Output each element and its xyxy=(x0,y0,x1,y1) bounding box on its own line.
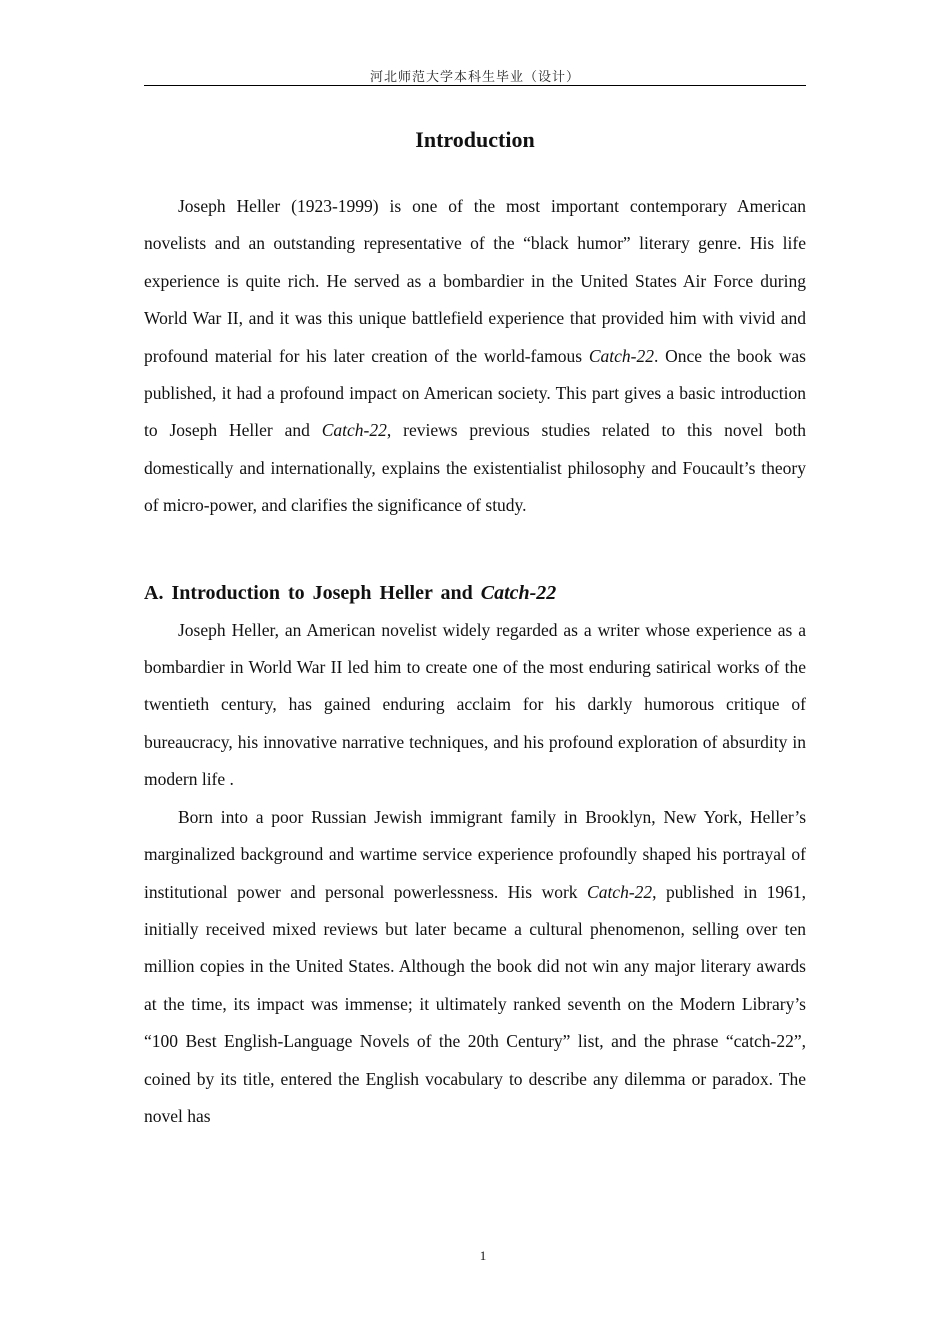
section-a-p2-text-1: Born into a poor Russian Jewish immigrant family in Brooklyn, New York, Heller’s marginalized background and wartime service experience profoundly shaped his portrayal of institutional power and personal powerlessness. His work xyxy=(144,806,806,902)
section-a-p2-text-2: , published in 1961, initially received mixed reviews but later became a cultural phenomenon, selling over ten million copies in the United States. Although the book did not win any major literary awards at the time, its impact was immense; it ultimately ranked seventh on the Modern Library’s “100 Best English-Language Novels of the 20th Century” list, and the phrase “catch-22”, coined by its title, entered the English vocabulary to describe any dilemma or paradox. The novel has xyxy=(144,881,806,1126)
intro-text-2: . Once the book was published, it had a profound impact on American society. This part gives a basic introduction to Joseph Heller and xyxy=(144,345,806,441)
intro-book-title-2: Catch-22 xyxy=(321,420,387,441)
section-a-heading xyxy=(144,575,806,612)
intro-paragraph xyxy=(144,188,806,525)
page-title: Introduction xyxy=(415,127,535,152)
intro-book-title-1: Catch-22 xyxy=(588,345,654,366)
section-spacer xyxy=(144,525,806,575)
section-a-p2-book-title: Catch-22 xyxy=(587,881,653,902)
section-a-paragraph-1: Joseph Heller, an American novelist widely regarded as a writer whose experience as a bombardier in World War II led him to create one of the most enduring satirical works of the twentieth century, has gained enduring acclaim for his darkly humorous critique of bureaucracy, his innovative narrative techniques, and his profound exploration of absurdity in modern life . xyxy=(144,619,806,790)
page-body xyxy=(144,120,806,1135)
intro-text-3: , reviews previous studies related to this novel both domestically and internationally, explains the existentialist philosophy and Foucault’s theory of micro-power, and clarifies the significance of study. xyxy=(144,420,807,516)
intro-text-1: Joseph Heller (1923-1999) is one of the most important contemporary American novelists and an outstanding representative of the “black humor” literary genre. His life experience is quite rich. He served as a bombardier in the United States Air Force during World War II, and it was this unique battlefield experience that provided him with vivid and profound material for his later creation of the world-famous xyxy=(144,196,806,366)
section-a-heading-book-title: Catch-22 xyxy=(480,581,557,604)
section-a-paragraph-2 xyxy=(144,799,806,1136)
header-rule xyxy=(144,85,806,86)
page-number: 1 xyxy=(479,1248,487,1263)
running-header: 河北师范大学本科生毕业（设计） xyxy=(369,70,580,85)
section-a-heading-text: A. Introduction to Joseph Heller and xyxy=(144,581,481,604)
